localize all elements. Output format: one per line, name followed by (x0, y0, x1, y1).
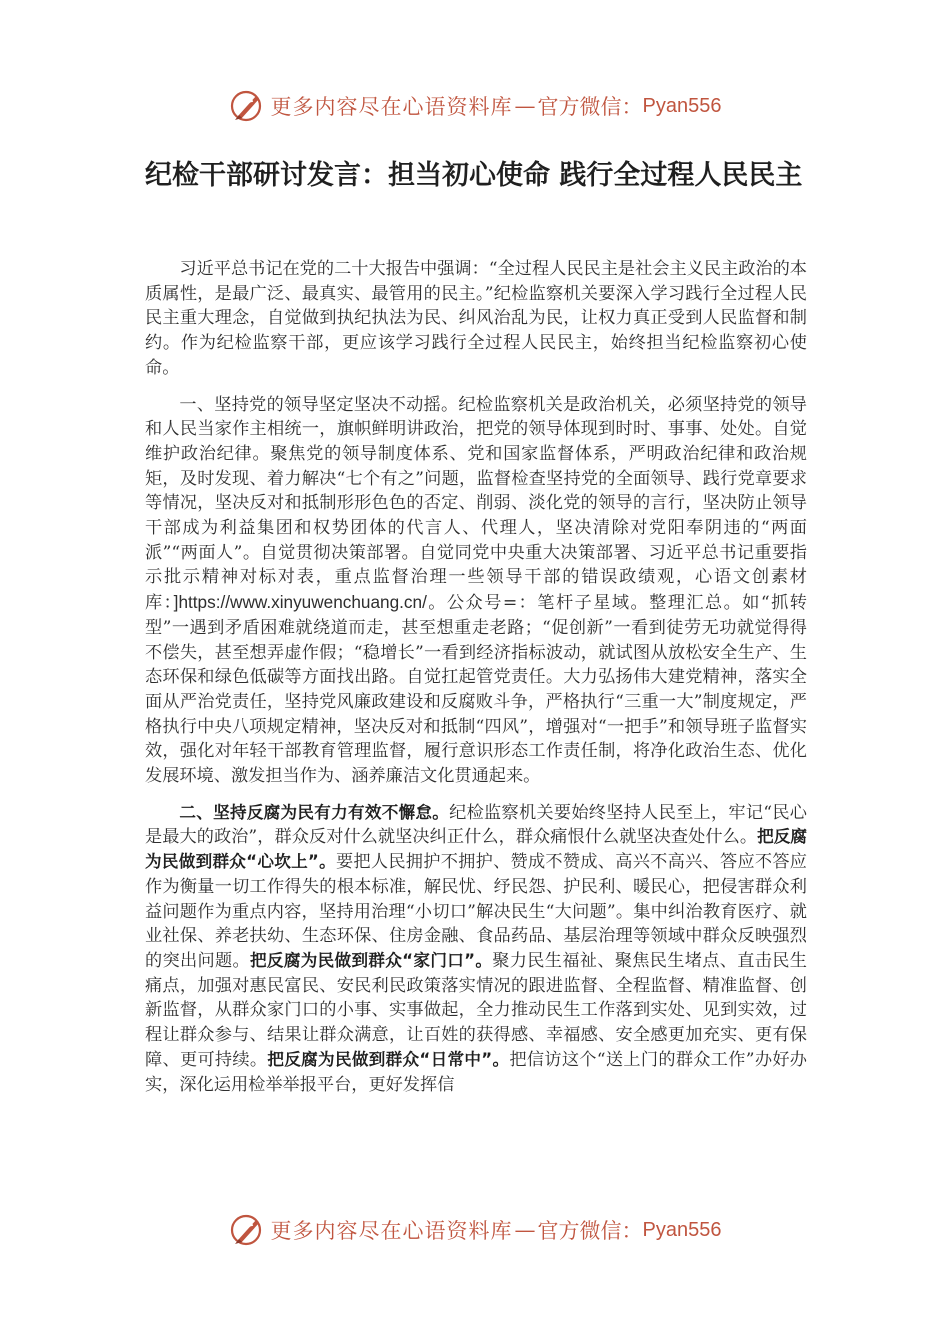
banner-wechat-id: Pyan556 (642, 1218, 722, 1241)
header-banner (0, 84, 950, 128)
paragraph-section-2 (145, 801, 807, 1097)
banner-slogan: 更多内容尽在心语资料库 (270, 95, 513, 119)
banner-slogan: 更多内容尽在心语资料库 (270, 1219, 513, 1243)
section-2-text-d: 把信访这个“送上门的群众工作”办好办实，深化运用检举举报平台，更好发挥信 (145, 1049, 807, 1095)
footer-banner (0, 1208, 950, 1252)
section-2-subheading-1: 把反腐为民做到群众“心坎上”。 (145, 827, 808, 872)
section-2-subheading-2: 把反腐为民做到群众“家门口”。 (250, 950, 493, 970)
article-body (145, 257, 807, 1109)
page-title: 纪检干部研讨发言：担当初心使命 践行全过程人民民主 (145, 160, 803, 191)
pen-logo-icon (229, 88, 265, 124)
source-url-link[interactable]: ]https://www.xinyuwenchuang.cn/ (173, 592, 427, 613)
banner-wechat-label: 官方微信： (537, 95, 643, 119)
section-1-text-b: 。公众号=：笔杆子星域。整理汇总。如“抓转型”一遇到矛盾困难就绕道而走，甚至想重走老路；“促创新”一看到徒劳无功就觉得得不偿失，甚至想弄虚作假；“稳增长”一看到经济指标波动，就试图从放松安全生产、生态环保和绿色低碳等方面找出路。自觉扛起管党责任。大力弘扬伟大建党精神，落实全面从严治党责任，坚持党风廉政建设和反腐败斗争，严格执行“三重一大”制度规定，严格执行中央八项规定精神，坚决反对和抵制“四风”，增强对“一把手”和领导班子监督实效，强化对年轻干部教育管理监督，履行意识形态工作责任制，将净化政治生态、优化发展环境、激发担当作为、涵养廉洁文化贯通起来。 (145, 593, 807, 787)
section-2-subheading-3: 把反腐为民做到群众“日常中”。 (267, 1049, 510, 1069)
banner-wechat-label: 官方微信： (537, 1219, 643, 1243)
section-2-text-c: 聚力民生福祉、聚焦民生堵点、直击民生痛点，加强对惠民富民、安民利民政策落实情况的跟进监督、全程监督、精准监督、创新监督，从群众家门口的小事、实事做起，全力推动民生工作落到实处、见到实效，过程让群众参与、结果让群众满意，让百姓的获得感、幸福感、安全感更加充实、更有保障、更可持续。 (145, 950, 807, 1070)
paragraph-intro: 习近平总书记在党的二十大报告中强调：“全过程人民民主是社会主义民主政治的本质属性，是最广泛、最真实、最管用的民主。”纪检监察机关要深入学习践行全过程人民民主重大理念，自觉做到执纪执法为民、纠风治乱为民，让权力真正受到人民监督和制约。作为纪检监察干部，更应该学习践行全过程人民民主，始终担当纪检监察初心使命。 (145, 259, 807, 378)
banner-separator: — (514, 1218, 536, 1242)
banner-wechat-id: Pyan556 (642, 94, 722, 117)
section-2-heading: 二、坚持反腐为民有力有效不懈怠。 (179, 802, 450, 822)
pen-logo-icon (229, 1212, 265, 1248)
section-2-text-a: 纪检监察机关要始终坚持人民至上，牢记“民心是最大的政治”，群众反对什么就坚决纠正什么，群众痛恨什么就坚决查处什么。 (145, 802, 807, 848)
section-2-text-b: 要把人民拥护不拥护、赞成不赞成、高兴不高兴、答应不答应作为衡量一切工作得失的根本标准，解民忧、纾民怨、护民利、暖民心，把侵害群众利益问题作为重点内容，坚持用治理“小切口”解决民生“大问题”。集中纠治教育医疗、就业社保、养老扶幼、生态环保、住房金融、食品药品、基层治理等领域中群众反映强烈的突出问题。 (145, 852, 807, 971)
paragraph-section-1 (145, 393, 807, 789)
banner-separator: — (514, 94, 536, 118)
section-1-text-a: 一、坚持党的领导坚定坚决不动摇。纪检监察机关是政治机关，必须坚持党的领导和人民当家作主相统一，旗帜鲜明讲政治，把党的领导体现到时时、事事、处处。自觉维护政治纪律。聚焦党的领导制度体系、党和国家监督体系，严明政治纪律和政治规矩，及时发现、着力解决“七个有之”问题，监督检查坚持党的全面领导、践行党章要求等情况，坚决反对和抵制形形色色的否定、削弱、淡化党的领导的言行，坚决防止领导干部成为利益集团和权势团体的代言人、代理人，坚决清除对党阳奉阴违的“两面派”“两面人”。自觉贯彻决策部署。自觉同党中央重大决策部署、习近平总书记重要指示批示精神对标对表，重点监督治理一些领导干部的错误政绩观，心语文创素材库： (145, 394, 807, 614)
